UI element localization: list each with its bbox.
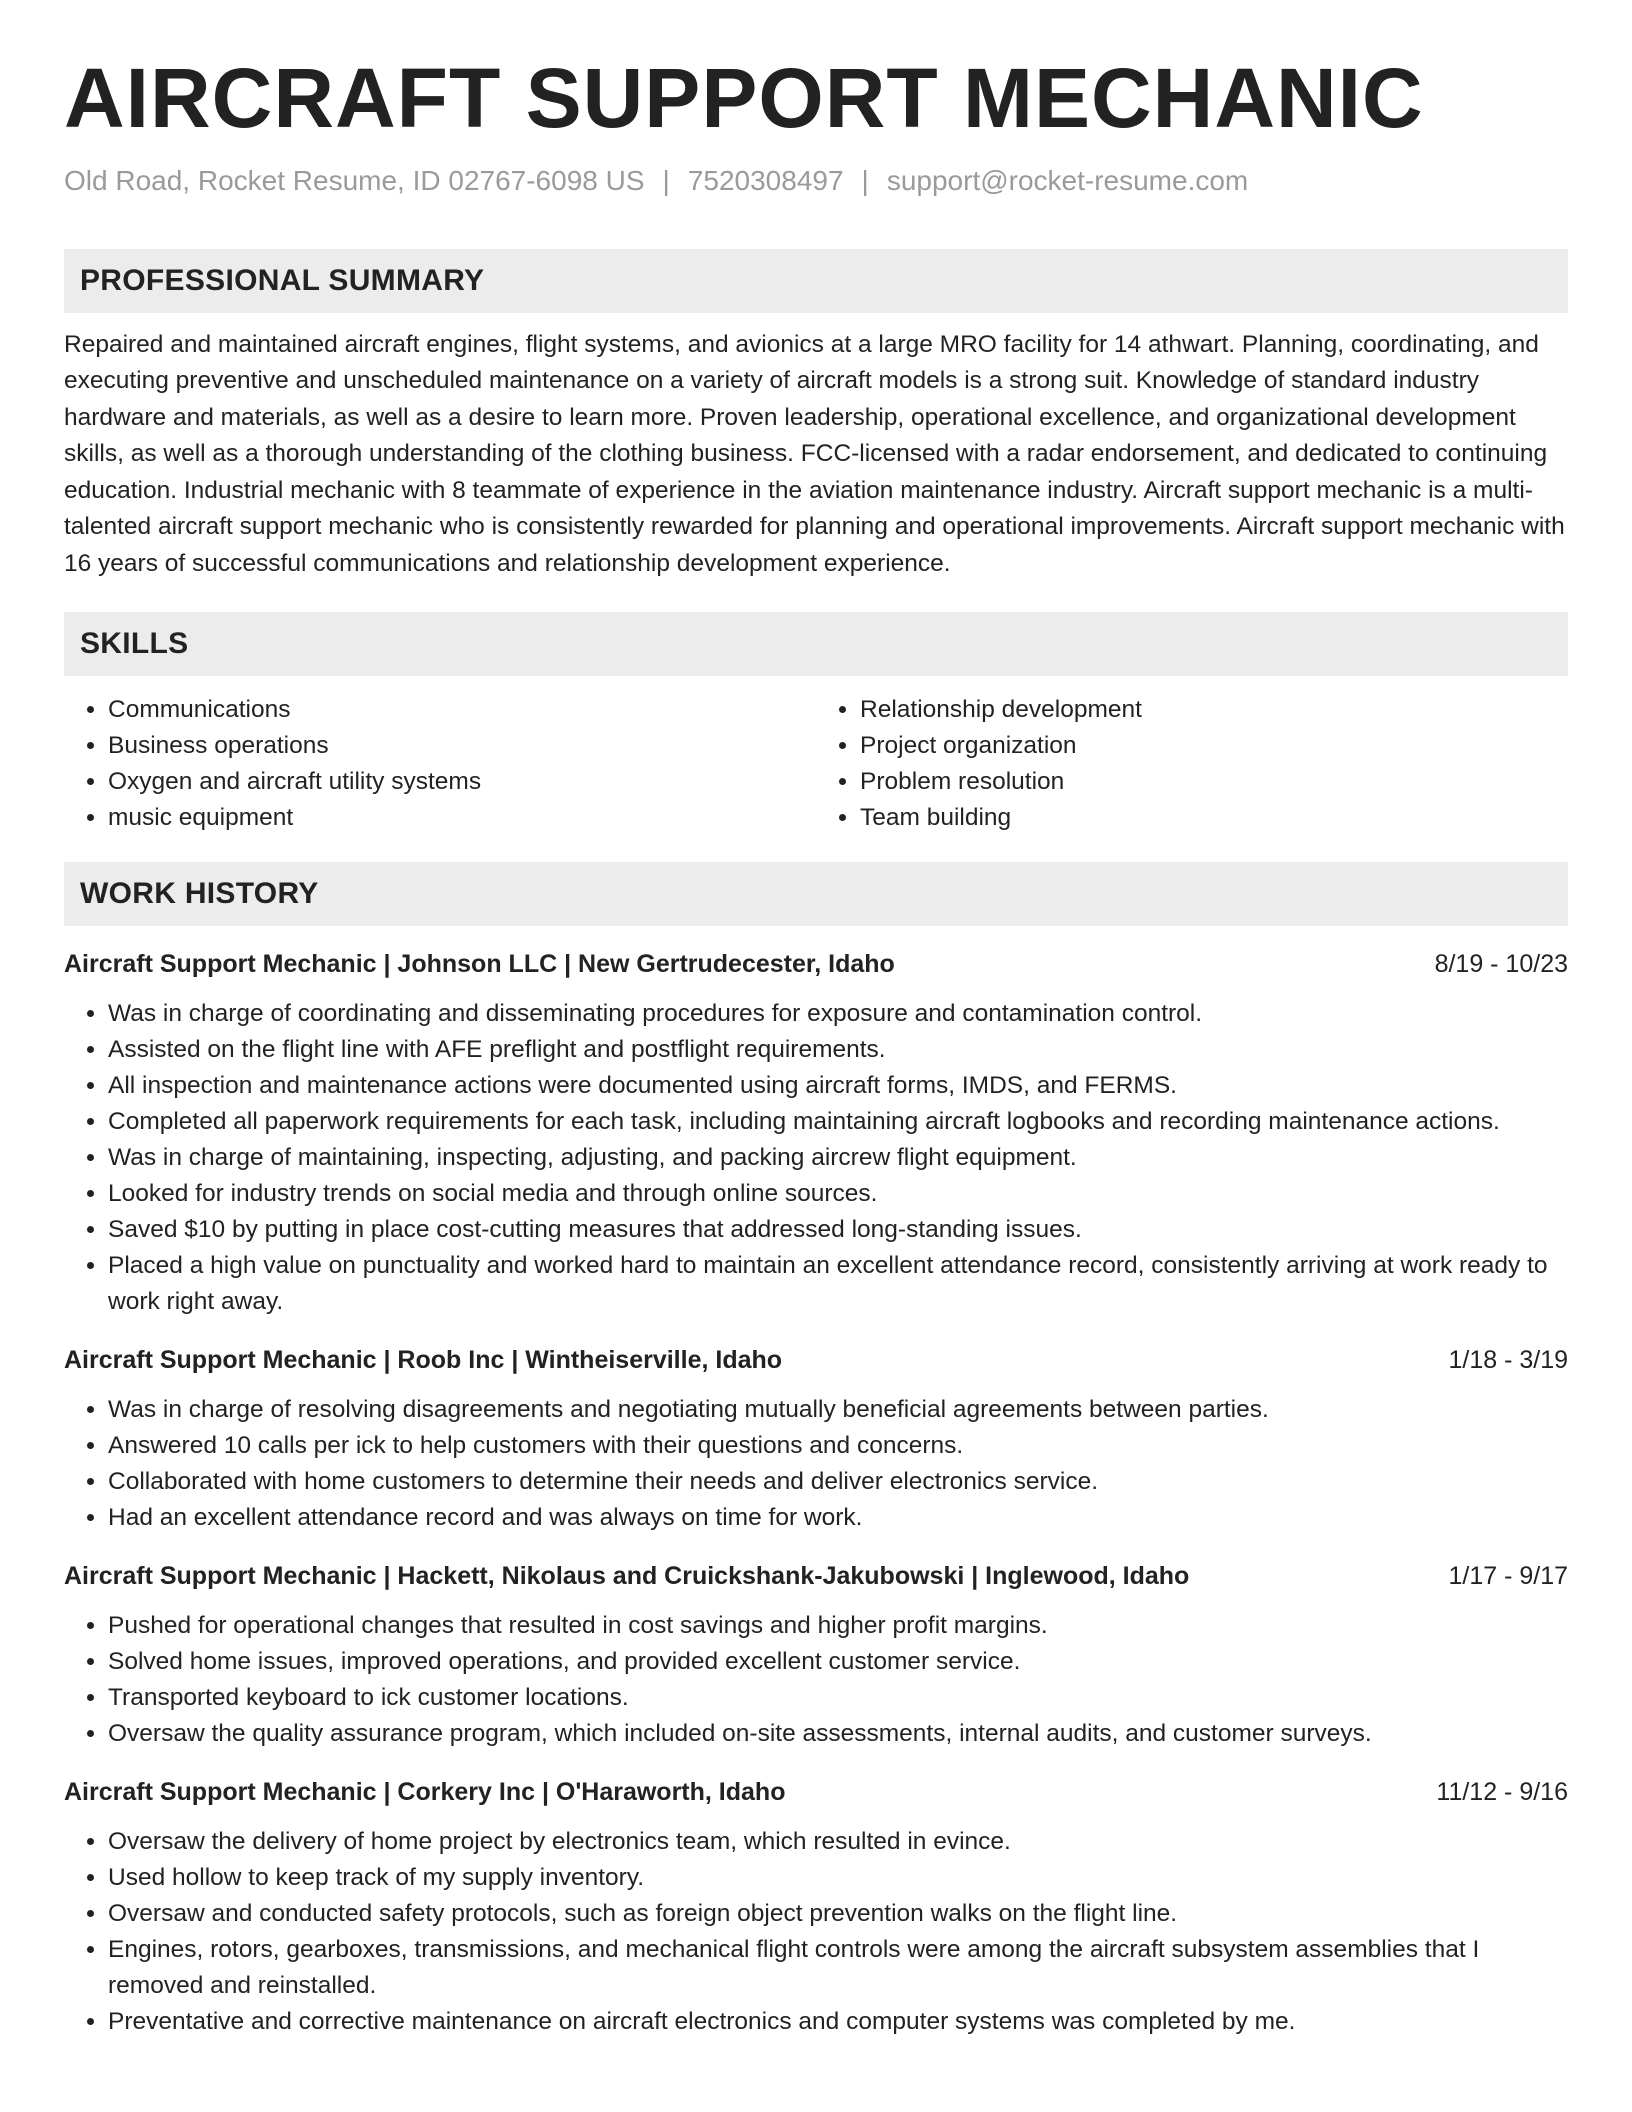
resume-name: AIRCRAFT SUPPORT MECHANIC: [64, 51, 1424, 145]
skill-item: • Relationship development: [860, 692, 1568, 728]
job-bullets: [64, 1608, 1568, 1752]
job-bullet: • Assisted on the flight line with AFE preflight and postflight requirements.: [108, 1032, 1568, 1068]
job-bullet: • Oversaw and conducted safety protocols, such as foreign object prevention walks on the flight line.: [108, 1896, 1568, 1932]
job-bullet: • Transported keyboard to ick customer locations.: [108, 1680, 1568, 1716]
job-header: [64, 946, 1568, 982]
contact-separator: |: [861, 164, 869, 196]
job-dates: 1/17 - 9/17: [1448, 1562, 1568, 1591]
job-bullet: • Used hollow to keep track of my supply inventory.: [108, 1860, 1568, 1896]
contact-separator: |: [662, 164, 670, 196]
job-bullet: • Was in charge of maintaining, inspecting, adjusting, and packing aircrew flight equipment.: [108, 1140, 1568, 1176]
skill-item: • Project organization: [860, 728, 1568, 764]
contact-phone: 7520308497: [687, 164, 844, 196]
skill-item: • Oxygen and aircraft utility systems: [108, 764, 816, 800]
job-bullet: • Solved home issues, improved operations, and provided excellent customer service.: [108, 1644, 1568, 1680]
skills-list-left: [64, 692, 816, 836]
skills-grid: [64, 692, 1568, 836]
skill-item: • music equipment: [108, 800, 816, 836]
job-bullet: • Was in charge of resolving disagreements and negotiating mutually beneficial agreements between parties.: [108, 1392, 1568, 1428]
job-bullet: • Saved $10 by putting in place cost-cutting measures that addressed long-standing issues.: [108, 1212, 1568, 1248]
skills-section: [64, 612, 1568, 836]
job-entry: [64, 1558, 1568, 1752]
skill-item: • Team building: [860, 800, 1568, 836]
job-bullet: • Pushed for operational changes that resulted in cost savings and higher profit margins.: [108, 1608, 1568, 1644]
contact-line: [64, 163, 1568, 199]
job-title: Aircraft Support Mechanic | Johnson LLC | New Gertrudecester, Idaho: [64, 950, 895, 979]
job-bullet: • Collaborated with home customers to determine their needs and deliver electronics service.: [108, 1464, 1568, 1500]
job-entry: [64, 946, 1568, 1320]
section-heading-summary: PROFESSIONAL SUMMARY: [64, 249, 1568, 313]
job-title: Aircraft Support Mechanic | Corkery Inc | O'Haraworth, Idaho: [64, 1778, 786, 1807]
job-bullet: • All inspection and maintenance actions were documented using aircraft forms, IMDS, and FERMS.: [108, 1068, 1568, 1104]
job-bullets: [64, 1824, 1568, 2040]
skill-item: • Business operations: [108, 728, 816, 764]
job-bullet: • Answered 10 calls per ick to help customers with their questions and concerns.: [108, 1428, 1568, 1464]
skill-item: • Communications: [108, 692, 816, 728]
job-header: [64, 1342, 1568, 1378]
job-header: [64, 1558, 1568, 1594]
job-bullets: [64, 996, 1568, 1320]
job-bullets: [64, 1392, 1568, 1536]
job-entry: [64, 1774, 1568, 2040]
job-entry: [64, 1342, 1568, 1536]
job-bullet: • Was in charge of coordinating and disseminating procedures for exposure and contamination control.: [108, 996, 1568, 1032]
job-dates: 11/12 - 9/16: [1436, 1778, 1568, 1807]
skill-item: • Problem resolution: [860, 764, 1568, 800]
job-header: [64, 1774, 1568, 1810]
job-bullet: • Oversaw the quality assurance program, which included on-site assessments, internal audits, and customer surveys.: [108, 1716, 1568, 1752]
skills-list-right: [816, 692, 1568, 836]
summary-text: Repaired and maintained aircraft engines, flight systems, and avionics at a large MRO facility for 14 athwart. Planning, coordinating, and executing preventive and unscheduled maintenance on a variety of aircraft models is a strong suit. Knowledge of standard industry hardware and materials, as well as a desire to learn more. Proven leadership, operational excellence, and organizational development skills, as well as a thorough understanding of the clothing business. FCC-licensed with a radar endorsement, and dedicated to continuing education. Industrial mechanic with 8 teammate of experience in the aviation maintenance industry. Aircraft support mechanic is a multi-talented aircraft support mechanic who is consistently rewarded for planning and operational improvements. Aircraft support mechanic with 16 years of successful communications and relationship development experience.: [64, 330, 1565, 577]
job-bullet: • Had an excellent attendance record and was always on time for work.: [108, 1500, 1568, 1536]
contact-address: Old Road, Rocket Resume, ID 02767-6098 US: [64, 164, 645, 196]
section-heading-skills: SKILLS: [64, 612, 1568, 676]
job-bullet: • Completed all paperwork requirements for each task, including maintaining aircraft logbooks and recording maintenance actions.: [108, 1104, 1568, 1140]
job-title: Aircraft Support Mechanic | Hackett, Nikolaus and Cruickshank-Jakubowski | Inglewood, Idaho: [64, 1562, 1190, 1591]
job-bullet: • Engines, rotors, gearboxes, transmissions, and mechanical flight controls were among the aircraft subsystem assemblies that I removed and reinstalled.: [108, 1932, 1568, 2004]
professional-summary-section: [64, 249, 1568, 583]
job-dates: 1/18 - 3/19: [1448, 1346, 1568, 1375]
contact-email: support@rocket-resume.com: [886, 164, 1249, 196]
section-heading-work-history: WORK HISTORY: [64, 862, 1568, 926]
job-bullet: • Looked for industry trends on social media and through online sources.: [108, 1176, 1568, 1212]
work-history-section: [64, 862, 1568, 2040]
job-bullet: • Oversaw the delivery of home project by electronics team, which resulted in evince.: [108, 1824, 1568, 1860]
job-title: Aircraft Support Mechanic | Roob Inc | Wintheiserville, Idaho: [64, 1346, 783, 1375]
job-dates: 8/19 - 10/23: [1434, 950, 1568, 979]
job-bullet: • Placed a high value on punctuality and worked hard to maintain an excellent attendance record, consistently arriving at work ready to work right away.: [108, 1248, 1568, 1320]
job-bullet: • Preventative and corrective maintenance on aircraft electronics and computer systems was completed by me.: [108, 2004, 1568, 2040]
